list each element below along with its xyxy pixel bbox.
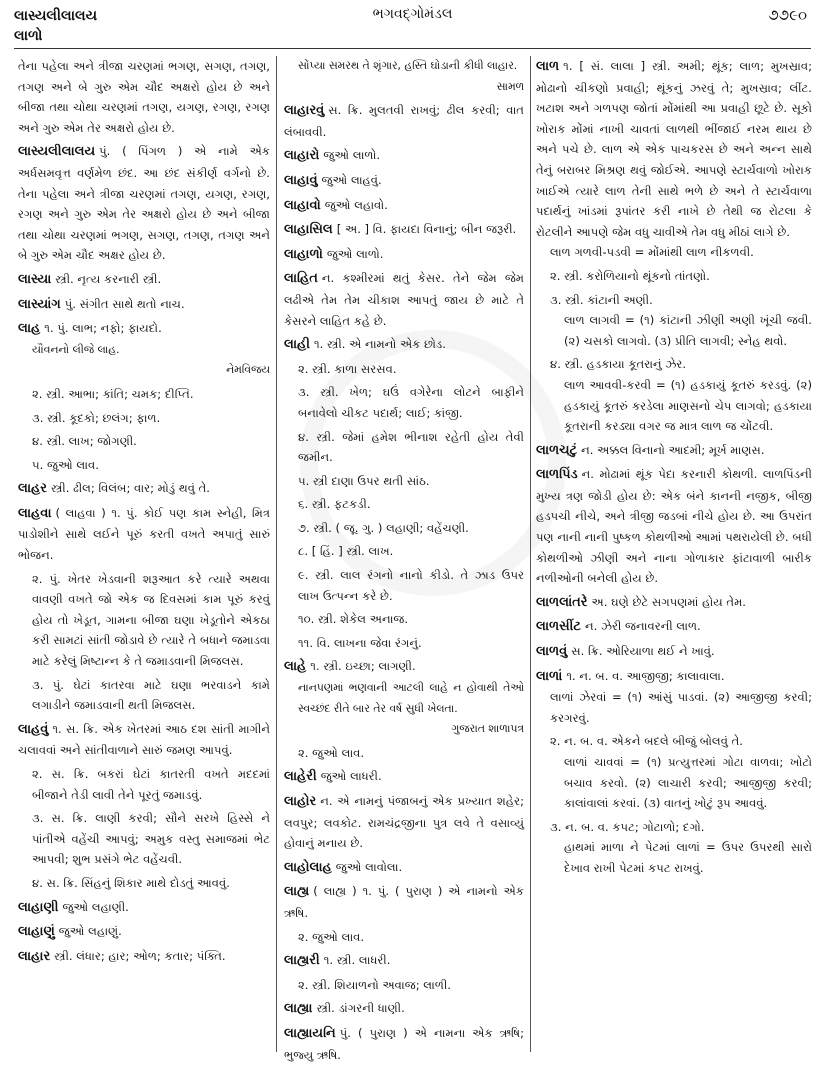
dictionary-entry <box>284 656 524 739</box>
headword: લાહોર <box>284 794 317 809</box>
headword: લાહોલાહ <box>284 859 332 875</box>
dictionary-entry <box>18 294 270 316</box>
entry-sense <box>536 731 812 813</box>
definition: ૧. પું. લાભ; નફો; ફાયદો. <box>44 321 162 336</box>
definition: ૧. સ્ત્રી. લાધરી. <box>323 953 391 968</box>
definition: ૪. સ્ત્રી. જેમાં હમેશ ભીનાશ રહેતી હોય તેવી જમીન. <box>298 429 524 465</box>
dictionary-entry <box>284 857 524 879</box>
headword: લાસ્યાંગ <box>18 296 61 312</box>
headword: લાહાવો <box>284 197 321 213</box>
dictionary-entry <box>18 946 270 968</box>
entry-sense <box>18 764 270 805</box>
headword: લાસ્યા <box>18 271 52 287</box>
definition: ૧. ન. બ. વ. આજીજી; કાલાવાલા. <box>566 668 725 683</box>
dictionary-entry <box>284 170 524 192</box>
definition: ૨. ન. બ. વ. એકને બદલે બીજું બોલવું તે. <box>550 734 743 749</box>
dictionary-entry <box>284 791 524 854</box>
definition: ૧. સ્ત્રી. એ નામનો એક છોડ. <box>313 337 446 352</box>
entry-sense <box>284 518 524 539</box>
idiom-example: લાળ આવવી-કરવી = (૧) હડકાયું કૂતરું કરડવું. (૨) હડકાયું કૂતરું કરડેલા માણસનો ચેપ લાગવો; હડકાયા કૂતરાની કરડ્યા વગર જ માત્ર લાળ જ ચોંટવી. <box>564 377 812 434</box>
entry-sense <box>284 927 524 948</box>
definition: તેના પહેલા અને ત્રીજા ચરણમાં ભગણ, સગણ, તગણ, તગણ અને બે ગુરુ એમ ચૌદ અક્ષરો હોય છે અને બીજા તથા ચોથા ચરણમાં તગણ, યગણ, રગણ, રગણ અને ગુરુ એમ તેર અક્ષરો હોય છે. <box>18 59 270 135</box>
quotation-source: સામળ <box>496 79 524 93</box>
dictionary-entry <box>284 881 524 923</box>
column-2 <box>284 56 524 1068</box>
definition: ૬. સ્ત્રી. ફટકડી. <box>298 497 371 512</box>
dictionary-entry <box>536 464 812 589</box>
dictionary-entry <box>18 318 270 381</box>
definition: સ્ત્રી. ડાંગરની ધાણી. <box>316 1001 405 1016</box>
dictionary-entry <box>536 440 812 462</box>
definition: અ. ઘણે છેટે સગપણમાં હોય તેમ. <box>591 594 746 609</box>
quotation-source: ગુજરાત શાળાપત્ર <box>451 722 524 736</box>
headword: લાહાવું <box>284 172 318 188</box>
definition: ૨. સ્ત્રી. કાળા સરસવ. <box>298 361 397 376</box>
column-divider <box>530 56 531 1052</box>
entry-sense <box>284 541 524 562</box>
idiom-example: લાળ ગળવી-પડવી = મોંમાંથી લાળ નીકળવી. <box>550 245 754 260</box>
entry-sense <box>18 384 270 405</box>
guide-word-first: લાસ્યલીલાલય <box>14 8 98 24</box>
definition: ૪. સ્ત્રી. લાખ; જોગણી. <box>32 434 137 449</box>
definition: ૨. સ્ત્રી. આભા; કાંતિ; ચમક; દીપ્તિ. <box>32 386 194 401</box>
quotation: સોંપ્યા સમરથ તે શૃંગાર, હસ્તિ ઘોડાની કીધી લાહાર. <box>298 59 518 72</box>
dictionary-entry <box>284 766 524 788</box>
quotation: યૌવનનો લીજે લાહ. <box>32 342 120 356</box>
dictionary-entry <box>536 56 812 263</box>
definition: ન. કશ્મીરમાં થતું કેસર. તેને જેમ જેમ લઢીએ તેમ તેમ ચીકાશ આપતું જાય છે માટે તે કેસરને લાહિત કહે છે. <box>284 271 524 328</box>
headword: લાળાં <box>536 668 563 684</box>
headword: લાહ્ય <box>284 884 310 900</box>
definition: ૨. જુઓ લાવ. <box>298 745 365 760</box>
idiom-example: લાળાં ચાવવાં = (૧) પ્રત્યુત્તરમાં ગોટા વાળવા; ખોટો બચાવ કરવો. (૨) લાચારી કરવી; આજીજી કરવી; કાલાંવાલાં કરવાં. (૩) વાતનું ખોટું રૂપ આવવું. <box>564 755 812 811</box>
definition: જુઓ લાધરી. <box>320 769 382 784</box>
definition: પું. ( પિંગળ ) એ નામે એક અર્ધસમવૃત્ત વર્ણમેળ છંદ. આ છંદ સંકીર્ણ વર્ગનો છે. તેના પહેલા અને ત્રીજા ચરણમાં તગણ, યગણ, રગણ, રગણ અને ગુરુ એમ તેર અક્ષરો હોય છે અને બીજા તથા ચોથા ચરણમાં ભગણ, સગણ, તગણ, તગણ અને બે ગુરુ એમ ચૌદ અક્ષર હોય છે. <box>18 144 270 263</box>
entry-sense <box>284 633 524 654</box>
entry-sense <box>284 359 524 380</box>
page-number: ૭૭૯૦ <box>768 6 807 24</box>
definition: ૨. જુઓ લાવ. <box>298 929 365 944</box>
dictionary-entry <box>284 100 524 142</box>
header-rule <box>14 48 811 49</box>
quotation-source: નેમવિજય <box>226 363 270 377</box>
headword: લાળ <box>536 59 560 74</box>
dictionary-entry <box>284 1023 524 1065</box>
definition: ૪. સ્ત્રી. હડકાયા કૂતરાનું ઝેર. <box>550 357 687 372</box>
definition: સ્ત્રી. નૃત્ય કરનારી સ્ત્રી. <box>55 271 162 286</box>
definition: ૩. સ્ત્રી. કૂદકો; છલંગ; ફાળ. <box>32 410 161 425</box>
headword: લાહારવું <box>284 103 325 119</box>
definition: ૨. પું. ખેતર ખેડવાની શરૂઆત કરે ત્યારે અથવા વાવણી વખતે જો એક જ દિવસમાં કામ પૂરું કરવું હોય તો ખેડૂત, ગામના બીજા ઘણા ખેડૂતોને એકઠા કરી સામટાં સાંતી જોડાવે છે ત્યારે તે બધાને જમાડવા માટે કરેલું મિષ્ટાન્ન કે તે જમાડવાની મિજલસ. <box>32 571 270 669</box>
dictionary-entry <box>536 641 812 663</box>
definition: ૩. સ્ત્રી. ખેળ; ઘઉં વગેરેના લોટને બાફીને બનાવેલો ચીકટ પદાર્થ; લાઈ; કાંજી. <box>298 385 524 420</box>
dictionary-entry <box>18 269 270 291</box>
dictionary-entry <box>284 268 524 331</box>
definition: જુઓ લાળો. <box>326 246 384 261</box>
definition: ૧. સ. ક્રિ. એક ખેતરમાં આઠ દશ સાંતી માગીને ચલાવવાં અને સાંતીવાળાને સારું જમણ આપવું. <box>18 721 270 758</box>
entry-sense <box>536 290 812 352</box>
definition: ન. એ નામનું પંજાબનું એક પ્રખ્યાત શહેર; લવપુર; લવકોટ. રામચંદ્રજીના પુત્ર લવે તે વસાવ્યું હોવાનું મનાય છે. <box>284 794 524 851</box>
entry-sense <box>536 266 812 287</box>
dictionary-entry <box>18 503 270 566</box>
dictionary-entry <box>18 141 270 266</box>
entry-sense <box>284 975 524 996</box>
headword: લાળચટું <box>536 442 578 458</box>
dictionary-entry <box>536 666 812 729</box>
entry-sense <box>284 609 524 630</box>
headword: લાળસીંટ <box>536 619 581 635</box>
dictionary-entry <box>284 195 524 217</box>
headword: લાળવું <box>536 644 568 660</box>
headword: લાહાર <box>18 948 51 964</box>
dictionary-entry <box>18 897 270 919</box>
idiom-example: હાથમાં માળા ને પેટમાં લાળાં = ઉપર ઉપરથી સારો દેખાવ રાખી પેટમાં કપટ રાખવું. <box>564 840 812 875</box>
entry-sense <box>536 817 812 879</box>
idiom-example: લાળ લાગવી = (૧) કાંટાની ઝીણી અણી ખૂંચી જવી. (૨) ચસકો લાગવો. (૩) પ્રીતિ લાગવી; સ્નેહ થવો. <box>564 313 812 348</box>
guide-word-last: લાળો <box>14 28 43 44</box>
definition: ૫. સ્ત્રી દાણા ઉપર થતી સાંઠ. <box>298 473 430 488</box>
definition: ન. ઝેરી જનાવરની લાળ. <box>584 619 701 634</box>
definition: જુઓ લહાવો. <box>324 197 388 212</box>
definition: ૧૦. સ્ત્રી. શેકેલ અનાજ. <box>298 612 409 627</box>
definition: ૨. સ. ક્રિ. બકરાં ઘેટાં કાતરતી વખતે મદદમાં બીજાને તેડી લાવી તેને પૂરતું જમાડવું. <box>32 767 270 802</box>
headword: લાહ્યાયનિ <box>284 1025 336 1041</box>
dictionary-entry <box>18 478 270 500</box>
headword: લાહર <box>18 481 47 497</box>
headword: લાહ <box>18 321 41 337</box>
entry-sense <box>18 408 270 429</box>
definition: પું. ( પુરાણ ) એ નામના એક ઋષિ; ભુજ્યુ ઋષિ. <box>284 1025 524 1062</box>
definition: ૧. સ્ત્રી. ઇચ્છા; લાગણી. <box>310 659 416 674</box>
entry-sense <box>284 382 524 423</box>
headword: લાહાણી <box>18 899 59 915</box>
definition: ( લાહ્ય ) ૧. પું. ( પુરાણ ) એ નામનો એક ઋષિ. <box>284 884 524 920</box>
definition: સ. ક્રિ. ઓરિયાળા થઈ ને ખાવું. <box>571 644 715 659</box>
headword: લાહ્યરી <box>284 953 320 969</box>
headword: લાહવા <box>18 505 52 521</box>
definition: ૩. સ્ત્રી. કાંટાની અણી. <box>550 292 653 307</box>
definition: ૧. [ સં. લાલા ] સ્ત્રી. અમી; થૂંક; લાળ; મુખસ્રાવ; મોઢાનો ચીકણો પ્રવાહી; થૂંકનું ઝરવું તે; મુખસ્રાવ; લીંટ. ખટાશ અને ગળપણ જોતાં મોંમાંથી આ પ્રવાહી છૂટે છે. સૂકો ખોરાક મોંમાં નાખી ચાવતાં લાળથી ભીંજાઈ નરમ થાય છે અને પચે છે. લાળ એ એક પાચકરસ છે અને અન્ન સાથે તેનું બરાબર મિશ્રણ થવું જોઈએ. આપણે સ્ટાર્ચવાળો ખોરાક ખાઈએ ત્યારે લાળ તેની સાથે ભળે છે અને તે સ્ટાર્ચવાળા પદાર્થનું ખાંડમાં રૂપાંતર કરી નાખે છે તેથી જ રોટલા કે રોટલીને આપણે જેમ વધુ ચાવીએ તેમ વધુ મીઠાં લાગે છે. <box>536 59 812 239</box>
entry-sense <box>284 471 524 492</box>
definition: ૨. સ્ત્રી. કરોળિયાનો થૂંકનો તાંતણો. <box>550 268 710 283</box>
definition: ન. મોઢામાં થૂંક પેદા કરનારી કોથળી. લાળપિંડની મુખ્ય ત્રણ જોડી હોય છે: એક બંને કાનની નજીક, બીજી હડપચી નીચે, અને ત્રીજી જડબાં નીચે હોય છે. આ ઉપરાંત પણ નાની નાની પુષ્કળ કોથળીઓ આમાં પથરાયેલી છે. બધી કોથળીઓ ઝીણી અને નાના ગોળાકાર ફાંટાવાળી બારીક નળીઓની બનેલી હોય છે. <box>536 467 812 586</box>
entry-sense <box>18 808 270 870</box>
definition: ૯. સ્ત્રી. લાલ રંગનો નાનો કીડો. તે ઝાડ ઉપર લાખ ઉત્પન્ન કરે છે. <box>298 568 524 603</box>
entry-sense <box>284 56 524 97</box>
entry-sense <box>284 743 524 764</box>
dictionary-entry <box>284 998 524 1020</box>
column-divider <box>276 56 277 1052</box>
definition: સ્ત્રી. ઢીલ; વિલંબ; વાર; મોડું થવું તે. <box>50 481 210 496</box>
definition: ૩. ન. બ. વ. કપટ; ગોટાળો; દગો. <box>550 819 705 834</box>
definition: ૮. [ હિં. ] સ્ત્રી. લાખ. <box>298 544 394 559</box>
book-title: ભગવદ્ગોમંડલ <box>372 6 453 22</box>
headword: લાહાસિલ <box>284 222 333 238</box>
dictionary-entry <box>284 219 524 241</box>
column-3 <box>536 56 812 882</box>
definition: ૩. પું. ઘેટાં કાતરવા માટે ઘણા ભરવાડને કામે લગાડીને જમાડવાની થતી મિજલસ. <box>32 677 270 713</box>
definition: જુઓ લાળો. <box>323 148 381 163</box>
quotation: નાનપણમાં ભણવાની આટલી લાહે ન હોવાથી તેઓ સ્વચ્છંદ રીતે બાર તેર વર્ષ સુધી ખેલતા. <box>298 681 524 715</box>
definition: જુઓ લહાણી. <box>62 899 129 914</box>
headword: લાહવું <box>18 721 49 737</box>
headword: લાહારો <box>284 148 320 164</box>
definition: ૩. સ. ક્રિ. લાણી કરવી; સૌને સરખે હિસ્સે ને પાંતીએ વહેંચી આપવું; અમુક વસ્તુ સમાજમાં ભેટ આપવી; શુભ પ્રસંગે ભેટ વહેંચવી. <box>32 811 270 867</box>
definition: ( લાહવા ) ૧. પું. કોઈ પણ કામ સ્નેહી, મિત્ર પાડોશીને સાથે લઈને પૂરું કરતી વખતે અપાતું સારું ભોજન. <box>18 505 270 563</box>
dictionary-entry <box>536 616 812 638</box>
idiom-example: લાળાં ઝેરવાં = (૧) આંસું પાડવાં. (૨) આજીજી કરવી; કરગરવું. <box>550 690 812 725</box>
column-1 <box>18 56 270 970</box>
entry-sense <box>284 565 524 606</box>
definition: ૪. સ. ક્રિ. સિંહનું શિકાર માથે દોડતું આવવું. <box>32 875 230 890</box>
entry-sense <box>18 56 270 138</box>
definition: [ અ. ] વિ. ફાયદા વિનાનું; બીન જરૂરી. <box>336 222 517 237</box>
entry-sense <box>536 354 812 436</box>
dictionary-entry <box>18 921 270 943</box>
definition: ૧૧. વિ. લાખના જેવા રંગનું. <box>298 635 422 650</box>
entry-sense <box>18 873 270 894</box>
entry-sense <box>284 427 524 468</box>
entry-sense <box>18 569 270 672</box>
entry-sense <box>18 431 270 452</box>
definition: ન. અક્કલ વિનાનો આદમી; મૂર્ખ માણસ. <box>581 442 765 457</box>
definition: જુઓ લાવોલા. <box>335 859 403 874</box>
definition: ૨. સ્ત્રી. શિયાળનો અવાજ; લાળી. <box>298 977 451 992</box>
headword: લાહિત <box>284 271 318 287</box>
definition: સ્ત્રી. લંધાર; હાર; ઓળ; કતાર; પંક્તિ. <box>54 948 226 963</box>
headword: લાળલાંતરે <box>536 594 588 610</box>
headword: લાહાળો <box>284 246 323 262</box>
dictionary-entry <box>284 334 524 356</box>
definition: પું. સંગીત સાથે થતો નાચ. <box>64 296 185 311</box>
entry-sense <box>284 494 524 515</box>
headword: લાહેરી <box>284 769 317 785</box>
entry-sense <box>18 675 270 716</box>
headword: લાહી <box>284 337 310 353</box>
headword: લાસ્યલીલાલય <box>18 144 96 160</box>
dictionary-entry <box>284 950 524 972</box>
headword: લાહાણું <box>18 924 55 940</box>
definition: ૭. સ્ત્રી. ( જૂ. ગુ. ) લહાણી; વહેંચણી. <box>298 520 469 535</box>
definition: સ. ક્રિ. મુલતવી રાખવું; ઢીલ કરવી; વાત લંબાવવી. <box>284 103 524 139</box>
dictionary-entry <box>284 145 524 167</box>
headword: લાહે <box>284 659 307 675</box>
definition: જુઓ લહાણું. <box>58 924 122 939</box>
definition: જુઓ લાહવું. <box>321 172 382 187</box>
page-header <box>14 6 811 50</box>
dictionary-entry <box>18 719 270 761</box>
headword: લાહ્યા <box>284 1001 313 1017</box>
entry-sense <box>18 455 270 476</box>
definition: ૫. જુઓ લાવ. <box>32 457 99 472</box>
headword: લાળપિંડ <box>536 467 578 483</box>
dictionary-entry <box>536 592 812 614</box>
dictionary-entry <box>284 244 524 266</box>
